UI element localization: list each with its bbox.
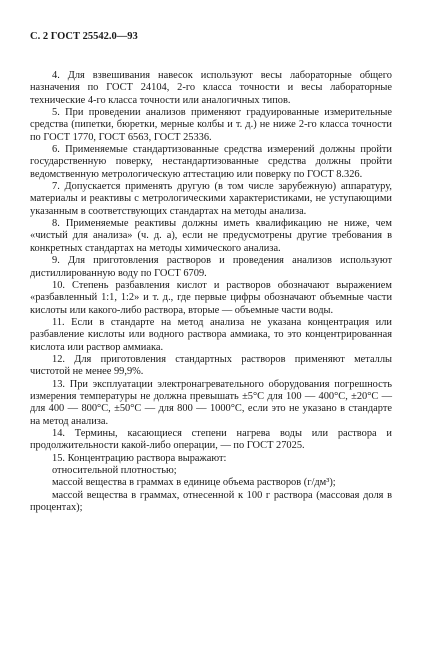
page-header: С. 2 ГОСТ 25542.0—93 (30, 31, 138, 42)
concentration-item-1: относительной плотностью; (52, 465, 177, 476)
paragraph-15: 15. Концентрацию раствора выражают: (52, 452, 227, 464)
paragraph-10: 10. Степень разбавления кислот и растворов обозначают выражением «разбавленный 1:1, 1:2» и т. д., где первые цифры обозначают объемные части кислоты или какого-либо раствора, вторые — объемные части воды. (30, 279, 392, 316)
paragraph-4: 4. Для взвешивания навесок используют весы лабораторные общего назначения по ГОСТ 24104, 2-го класса точности и весы лабораторные технические 4-го класса точности или аналогичных типов. (30, 70, 392, 106)
paragraph-6: 6. Применяемые стандартизованные средства измерений должны пройти государственную поверку, нестандартизованные средства должны пройти ведомственную метрологическую аттестацию или поверку по ГОСТ 8.326. (30, 144, 392, 180)
paragraph-5: 5. При проведении анализов применяют градуированные измерительные средства (пипетки, бюретки, мерные колбы и т. д.) не ниже 2-го класса точности по ГОСТ 1770, ГОСТ 6563, ГОСТ 25336. (30, 107, 392, 143)
paragraph-13: 13. При эксплуатации электронагревательного оборудования погрешность измерения температуры не должна превышать ±5°С для 100 — 400°С, ±20°С — для 400 — 800°С, ±50°С — для 800 — 1000°С, если это не указано в стандарте на метод анализа. (30, 378, 392, 427)
document-page (30, 30, 392, 514)
paragraph-8: 8. Применяемые реактивы должны иметь квалификацию не ниже, чем «чистый для анализа» (ч. д. а), если не предусмотрены другие требования в конкретных стандартах на методы химического анализа. (30, 218, 392, 254)
concentration-item-2: массой вещества в граммах в единице объема растворов (г/дм³); (52, 477, 336, 489)
paragraph-7: 7. Допускается применять другую (в том числе зарубежную) аппаратуру, материалы и реактивы с метрологическими характеристиками, не уступающими указанным в соответствующих стандартах на методы анализа. (30, 181, 392, 217)
paragraph-11: 11. Если в стандарте на метод анализа не указана концентрация или разбавление кислоты или водного раствора аммиака, то это концентрированная кислота или раствор аммиака. (30, 316, 392, 353)
paragraph-9: 9. Для приготовления растворов и проведения анализов используют дистиллированную воду по ГОСТ 6709. (30, 255, 392, 279)
paragraph-12: 12. Для приготовления стандартных растворов применяют металлы чистотой не менее 99,9%. (30, 353, 392, 378)
paragraph-14: 14. Термины, касающиеся степени нагрева воды или раствора и продолжительности какой-либо операции, — по ГОСТ 27025. (30, 427, 392, 452)
concentration-item-3: массой вещества в граммах, отнесенной к 100 г раствора (массовая доля в процентах); (30, 489, 392, 514)
